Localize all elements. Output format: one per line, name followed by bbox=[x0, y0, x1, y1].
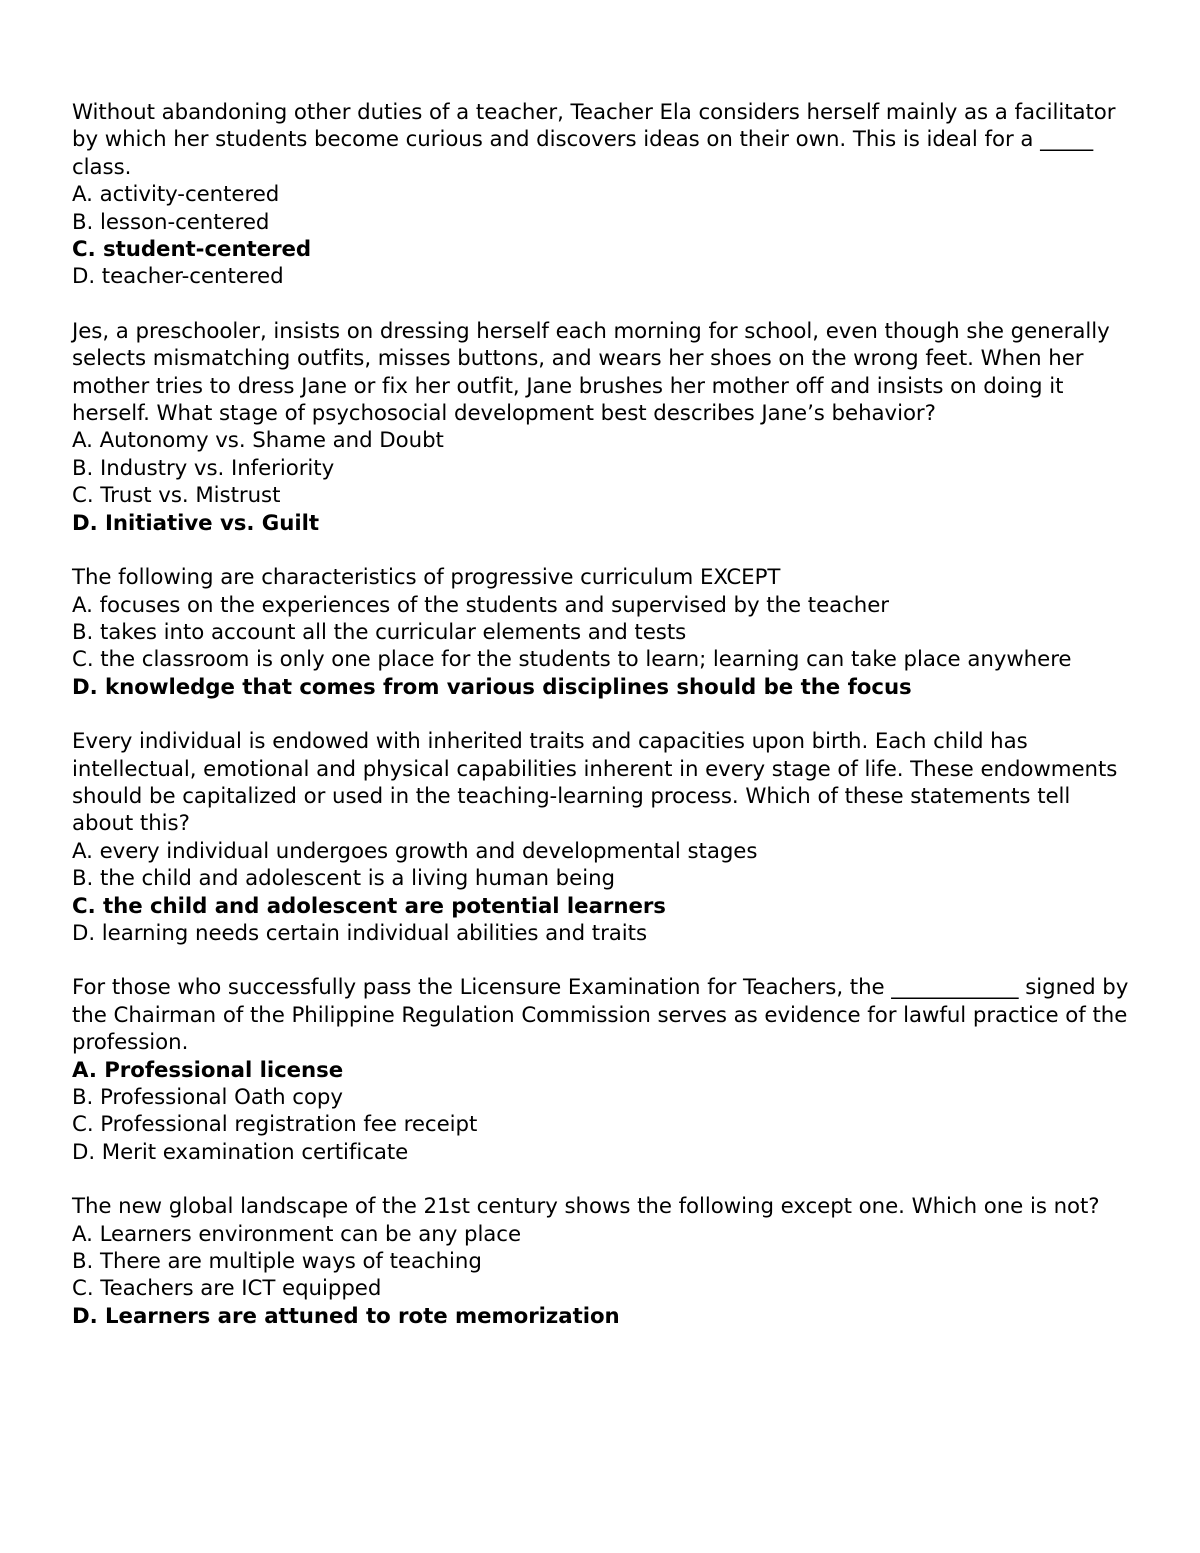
option-c-correct-answer: C. the child and adolescent are potential learners bbox=[72, 893, 666, 919]
question-stem: Every individual is endowed with inherited traits and capacities upon birth. Each child has intellectual, emotional and physical capabilities inherent in every stage of life. These endowments should be capitalized or used in the teaching-learning process. Which of these statements tell about this? bbox=[72, 729, 1118, 837]
option-d-correct-answer: D. Learners are attuned to rote memorization bbox=[72, 1303, 620, 1329]
option-d: D. teacher-centered bbox=[72, 264, 284, 290]
question-1 bbox=[72, 99, 1137, 291]
option-c: C. Teachers are ICT equipped bbox=[72, 1276, 382, 1302]
option-b: B. lesson-centered bbox=[72, 209, 270, 235]
option-b: B. Industry vs. Inferiority bbox=[72, 455, 335, 481]
question-stem: Without abandoning other duties of a teacher, Teacher Ela considers herself mainly as a facilitator by which her students become curious and discovers ideas on their own. This is ideal for a _____ class. bbox=[72, 100, 1116, 180]
question-stem: For those who successfully pass the Licensure Examination for Teachers, the ____________ signed by the Chairman of the Philippine Regulation Commission serves as evidence for lawful practice of the profession. bbox=[72, 975, 1129, 1056]
question-2 bbox=[72, 318, 1137, 537]
question-stem: The following are characteristics of progressive curriculum EXCEPT bbox=[72, 565, 781, 591]
document-page bbox=[72, 99, 1137, 1357]
option-b: B. Professional Oath copy bbox=[72, 1085, 343, 1110]
option-d-correct-answer: D. Initiative vs. Guilt bbox=[72, 510, 319, 536]
option-d: D. Merit examination certificate bbox=[72, 1139, 409, 1165]
question-stem: The new global landscape of the 21st century shows the following except one. Which one is not? bbox=[72, 1194, 1100, 1220]
option-a: A. every individual undergoes growth and developmental stages bbox=[72, 838, 758, 864]
option-c: C. the classroom is only one place for the students to learn; learning can take place anywhere bbox=[72, 647, 1072, 673]
option-d: D. learning needs certain individual abilities and traits bbox=[72, 920, 648, 946]
option-a-correct-answer: A. Professional license bbox=[72, 1057, 344, 1083]
option-a: A. Learners environment can be any place bbox=[72, 1221, 522, 1247]
option-b: B. the child and adolescent is a living human being bbox=[72, 866, 615, 892]
question-6 bbox=[72, 1193, 1137, 1330]
option-a: A. focuses on the experiences of the students and supervised by the teacher bbox=[72, 592, 889, 618]
option-c-correct-answer: C. student-centered bbox=[72, 237, 312, 263]
option-a: A. activity-centered bbox=[72, 182, 280, 208]
option-b: B. takes into account all the curricular elements and tests bbox=[72, 619, 687, 645]
question-stem: Jes, a preschooler, insists on dressing herself each morning for school, even though she generally selects mismatching outfits, misses buttons, and wears her shoes on the wrong feet. When her mother tries to dress Jane or fix her outfit, Jane brushes her mother off and insists on doing it herself. What stage of psychosocial development best describes Jane’s behavior? bbox=[72, 318, 1110, 427]
question-5 bbox=[72, 974, 1137, 1166]
question-3 bbox=[72, 564, 1137, 701]
option-a: A. Autonomy vs. Shame and Doubt bbox=[72, 428, 444, 454]
option-b: B. There are multiple ways of teaching bbox=[72, 1249, 482, 1275]
option-c: C. Trust vs. Mistrust bbox=[72, 483, 281, 509]
option-d-correct-answer: D. knowledge that comes from various disciplines should be the focus bbox=[72, 674, 912, 700]
question-4 bbox=[72, 728, 1137, 947]
option-c: C. Professional registration fee receipt bbox=[72, 1112, 478, 1138]
